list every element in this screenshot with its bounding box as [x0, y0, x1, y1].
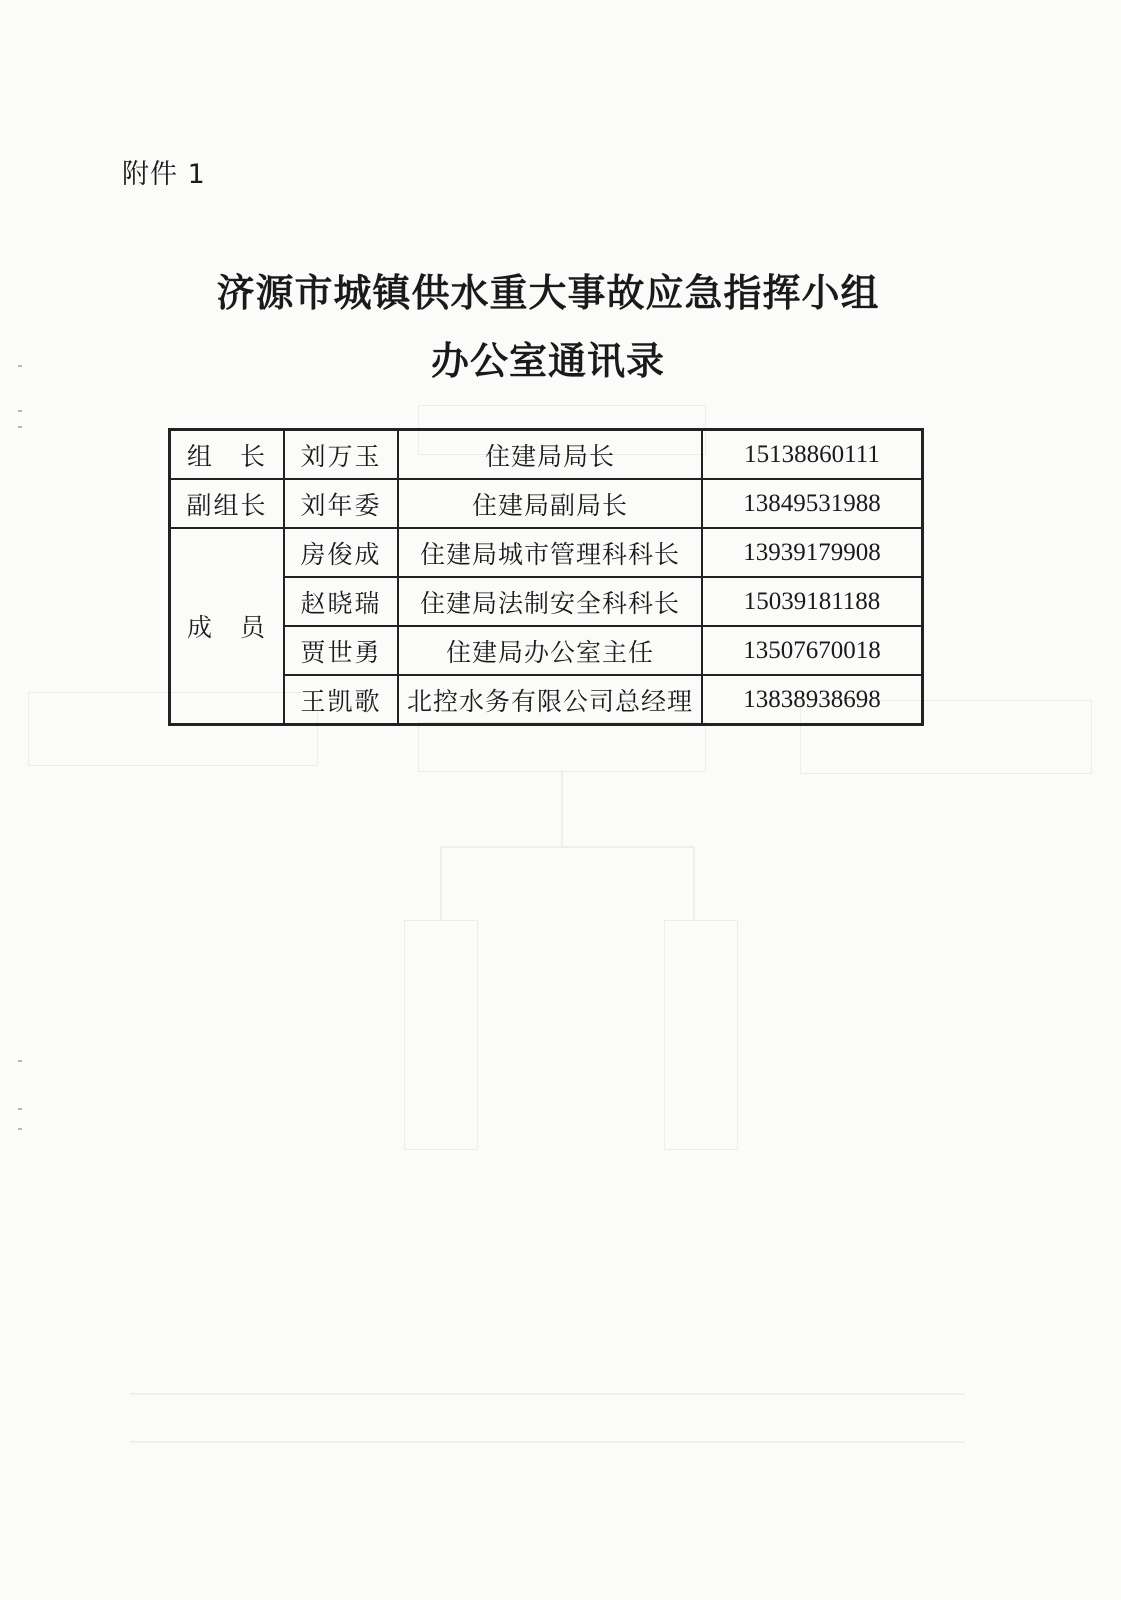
role-char: 组	[187, 441, 215, 471]
phone-cell: 15138860111	[702, 430, 923, 480]
position-cell: 住建局副局长	[398, 479, 702, 528]
attachment-label: 附件 1	[122, 159, 206, 190]
role-char: 成	[187, 613, 215, 642]
bleed-line-horizontal	[440, 846, 694, 848]
edge-mark	[18, 410, 22, 412]
position-cell: 住建局局长	[398, 430, 702, 480]
position-cell: 住建局办公室主任	[398, 626, 702, 675]
phone-cell: 13939179908	[702, 528, 923, 577]
table-row	[170, 479, 923, 528]
table-row	[170, 528, 923, 577]
position-cell: 住建局城市管理科科长	[398, 528, 702, 577]
role-cell: 副组长	[170, 479, 285, 528]
edge-mark	[18, 426, 22, 428]
edge-mark	[18, 1060, 22, 1062]
contact-table	[168, 428, 924, 726]
name-cell: 贾世勇	[284, 626, 398, 675]
role-char: 员	[239, 613, 267, 642]
name-cell: 刘万玉	[284, 430, 398, 480]
document-title: 济源市城镇供水重大事故应急指挥小组	[216, 271, 880, 315]
phone-cell: 15039181188	[702, 577, 923, 626]
role-cell-members	[170, 528, 285, 725]
bleed-box-bottom-right	[664, 920, 738, 1150]
bleed-box-center	[418, 722, 706, 772]
bleed-line-left-drop	[440, 846, 442, 920]
role-char: 长	[239, 441, 267, 471]
table-row	[170, 430, 923, 480]
position-cell: 住建局法制安全科科长	[398, 577, 702, 626]
bleed-line-vertical	[561, 770, 563, 846]
name-cell: 赵晓瑞	[284, 577, 398, 626]
role-cell	[170, 430, 285, 480]
bleed-line-right-drop	[693, 846, 695, 920]
name-cell: 刘年委	[284, 479, 398, 528]
name-cell: 王凯歌	[284, 675, 398, 725]
bleed-footer-line-2	[130, 1441, 965, 1443]
document-subtitle: 办公室通讯录	[430, 339, 665, 383]
name-cell: 房俊成	[284, 528, 398, 577]
position-cell: 北控水务有限公司总经理	[398, 675, 702, 725]
edge-mark	[18, 1108, 22, 1110]
edge-mark	[18, 1128, 22, 1130]
phone-cell: 13838938698	[702, 675, 923, 725]
bleed-footer-line-1	[130, 1393, 965, 1395]
phone-cell: 13849531988	[702, 479, 923, 528]
bleed-box-bottom-left	[404, 920, 478, 1150]
phone-cell: 13507670018	[702, 626, 923, 675]
